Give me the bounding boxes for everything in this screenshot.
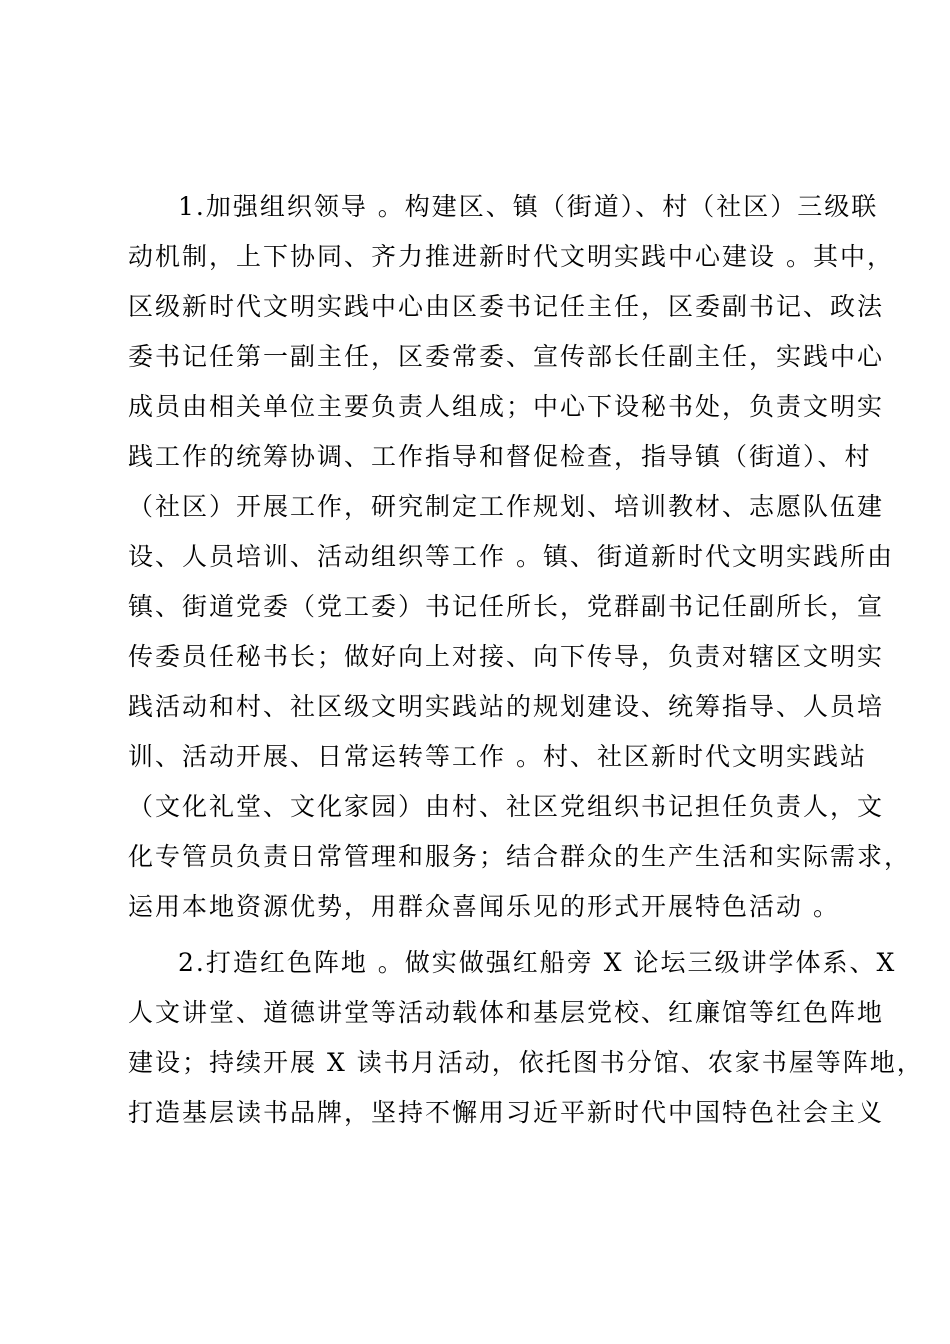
text-line: 打造基层读书品牌，坚持不懈用习近平新时代中国特色社会主义 [128,1098,885,1127]
paragraph-organization-leadership [128,182,912,932]
text-line: 运用本地资源优势，用群众喜闻乐见的形式开展特色活动 。 [128,892,840,921]
text-line: 成员由相关单位主要负责人组成；中心下设秘书处，负责文明实 [128,392,885,421]
document-body [128,182,924,1138]
text-line: 化专管员负责日常管理和服务；结合群众的生产生活和实际需求， [128,842,912,871]
text-line: 1.加强组织领导 。构建区、镇（街道）、村（社区）三级联 [178,192,879,221]
text-line: 建设；持续开展 X 读书月活动，依托图书分馆、农家书屋等阵地， [128,1048,924,1077]
text-line: 设、人员培训、活动组织等工作 。镇、街道新时代文明实践所由 [128,542,894,571]
text-line: 践活动和村、社区级文明实践站的规划建设、统筹指导、人员培 [128,692,885,721]
text-line: 人文讲堂、道德讲堂等活动载体和基层党校、红廉馆等红色阵地 [128,998,885,1027]
text-line: 区级新时代文明实践中心由区委书记任主任，区委副书记、政法 [128,292,885,321]
text-line: 委书记任第一副主任，区委常委、宣传部长任副主任，实践中心 [128,342,885,371]
text-line: 2.打造红色阵地 。做实做强红船旁 X 论坛三级讲学体系、X [178,948,897,977]
text-line: （文化礼堂、文化家园）由村、社区党组织书记担任负责人，文 [128,792,885,821]
paragraph-red-positions [128,938,924,1138]
text-line: （社区）开展工作，研究制定工作规划、培训教材、志愿队伍建 [128,492,885,521]
text-line: 动机制，上下协同、齐力推进新时代文明实践中心建设 。其中， [128,242,894,271]
text-line: 镇、街道党委（党工委）书记任所长，党群副书记任副所长，宣 [128,592,885,621]
text-line: 践工作的统筹协调、工作指导和督促检查，指导镇（街道）、村 [128,442,872,471]
text-line: 训、活动开展、日常运转等工作 。村、社区新时代文明实践站 [128,742,867,771]
text-line: 传委员任秘书长；做好向上对接、向下传导，负责对辖区文明实 [128,642,885,671]
